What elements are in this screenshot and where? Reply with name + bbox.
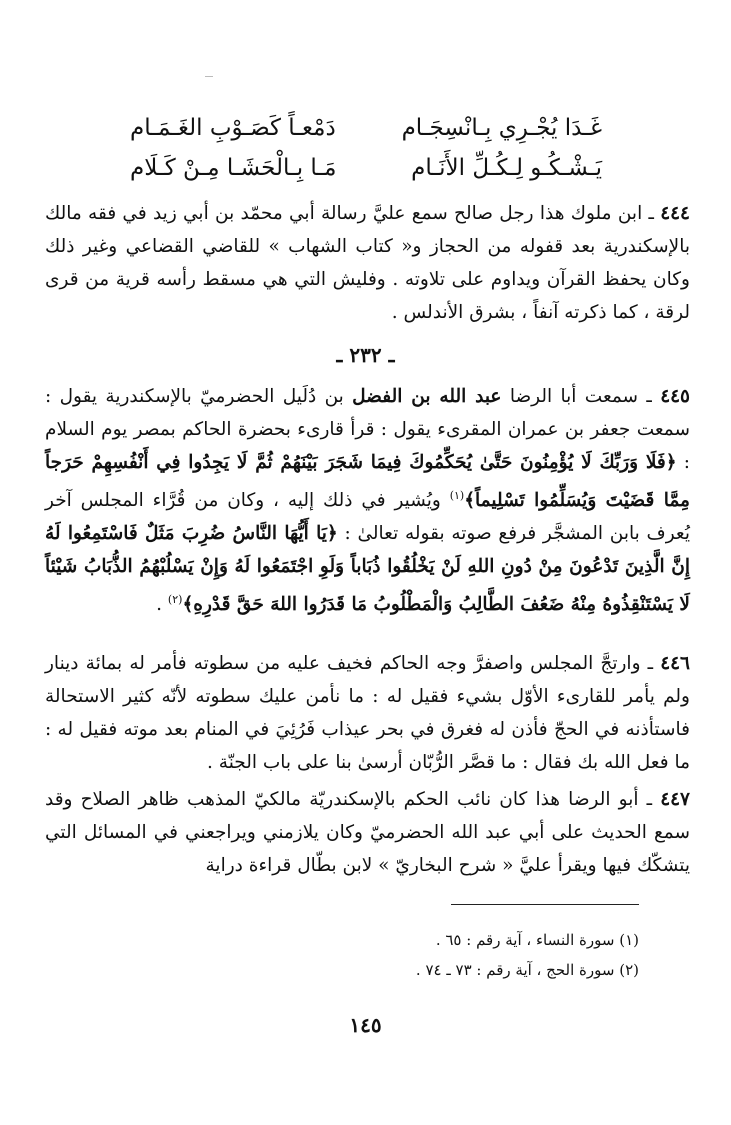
- poem-verses: [130, 108, 602, 188]
- paragraph-text: ـ أبو الرضا هذا كان نائب الحكم بالإسكندريّة مالكيّ المذهب ظاهر الصلاح وقد سمع الحديث على أبي عبد الله الحضرميّ وكان يلازمني ويراجعني في المسائل التي يتشكّك فيها ويقرأ عليَّ « شرح البخاريّ » لابن بطّال قراءة دراية: [45, 789, 690, 876]
- paragraph-text: ـ ابن ملوك هذا رجل صالح سمع عليَّ رسالة أبي محمّد بن أبي زيد في فقه مالك بالإسكندرية بعد قفوله من الحجاز و« كتاب الشهاب » للقاضي القضاعي وغير ذلك وكان يحفظ القرآن ويداوم على تلاوته . وفليش التي هي مسقط رأسه قرية من قرى لرقة ، كما ذكرته آنفاً ، بشرق الأندلس .: [45, 203, 690, 323]
- paragraph-446: [45, 647, 690, 779]
- footnotes: [79, 925, 639, 985]
- verse-hemistich-left: مَـا بِـالْحَشَـا مِـنْ كَـلَام: [130, 155, 337, 181]
- paragraph-number: ٤٤٥: [660, 386, 690, 407]
- paragraph-end: .: [156, 594, 163, 616]
- narrator-name: عبد الله بن الفضل: [352, 386, 502, 407]
- footnote-ref-2: (٢): [167, 593, 183, 607]
- paragraph-text: ـ وارتجَّ المجلس واصفرَّ وجه الحاكم فخيف عليه من سطوته فأمر له بمائة دينار ولم يأمر للقارىء الأوّل بشيء فقيل له : ما نأمن عليك سطوته لأنّه كثير الاستحالة فاستأذنه في الحجّ فأذن له فغرق في بحر عيذاب فَرُئِيَ في المنام بعد موته فقيل له : ما فعل الله بك فقال : ما قصَّر الرُّبّان أرسىٰ بنا على باب الجنّة .: [45, 653, 690, 773]
- section-marker: ـ ٢٣٢ ـ: [336, 343, 395, 367]
- print-speck: [205, 76, 213, 77]
- paragraph-text-continued: ويُشير في ذلك إليه ، وكان من قُرَّاء المجلس آخر يُعرف بابن المشجَّر فرفع صوته بقوله تعالىٰ :: [45, 490, 690, 545]
- verse-hemistich-left: دَمْعـاً كَصَـوْبِ الغَـمَـام: [130, 115, 336, 141]
- footnote-ref-1: (١): [449, 489, 465, 502]
- paragraph-number: ٤٤٦: [660, 653, 690, 674]
- paragraph-445: [45, 380, 690, 621]
- paragraph-intro: ـ سمعت أبا الرضا: [509, 386, 652, 407]
- verse-line-2: [130, 148, 602, 188]
- paragraph-number: ٤٤٤: [660, 203, 690, 224]
- verse-line-1: [130, 108, 602, 148]
- paragraph-447: [45, 783, 690, 882]
- quran-quote-2: ﴿يَا أَيُّهَا النَّاسُ ضُرِبَ مَثَلٌ فَاسْتَمِعُوا لَهُ إِنَّ الَّذِينَ تَدْعُونَ مِنْ دُونِ اللهِ لَنْ يَخْلُقُوا ذُبَاباً وَلَوِ اجْتَمَعُوا لَهُ وَإِنْ يَسْلُبْهُمُ الذُّبَابُ شَيْئاً لَا يَسْتَنْقِذُوهُ مِنْهُ ضَعُفَ الطَّالِبُ وَالْمَطْلُوبُ مَا قَدَرُوا اللهَ حَقَّ قَدْرِهِ﴾: [45, 523, 690, 616]
- verse-hemistich-right: يَـشْـكُـو لِـكُـلِّ الأَنَـام: [411, 155, 602, 181]
- footnote-2: (٢) سورة الحج ، آية رقم : ٧٣ ـ ٧٤ .: [415, 961, 639, 979]
- verse-hemistich-right: غَـدَا يُجْـرِي بِـانْسِجَـام: [401, 115, 602, 141]
- paragraph-number: ٤٤٧: [660, 789, 690, 810]
- paragraph-444: [45, 197, 690, 329]
- footnote-1: (١) سورة النساء ، آية رقم : ٦٥ .: [435, 931, 639, 949]
- footnote-divider: [451, 904, 639, 905]
- quran-quote-1: ﴿فَلَا وَرَبِّكَ لَا يُؤْمِنُونَ حَتَّىٰ يُحَكِّمُوكَ فِيمَا شَجَرَ بَيْنَهُمْ ثُمَّ لَا يَجِدُوا فِي أَنْفُسِهِمْ حَرَجاً مِمَّا قَضَيْتَ وَيُسَلِّمُوا تَسْلِيماً﴾: [45, 452, 690, 512]
- paragraph-text: بن دُلَيل الحضرميّ بالإسكندرية يقول : سمعت جعفر بن عمران المقرىء يقول : قرأ قارىء بحضرة الحاكم بمصر يوم السلام :: [45, 386, 690, 473]
- page-number: ١٤٥: [349, 1013, 382, 1037]
